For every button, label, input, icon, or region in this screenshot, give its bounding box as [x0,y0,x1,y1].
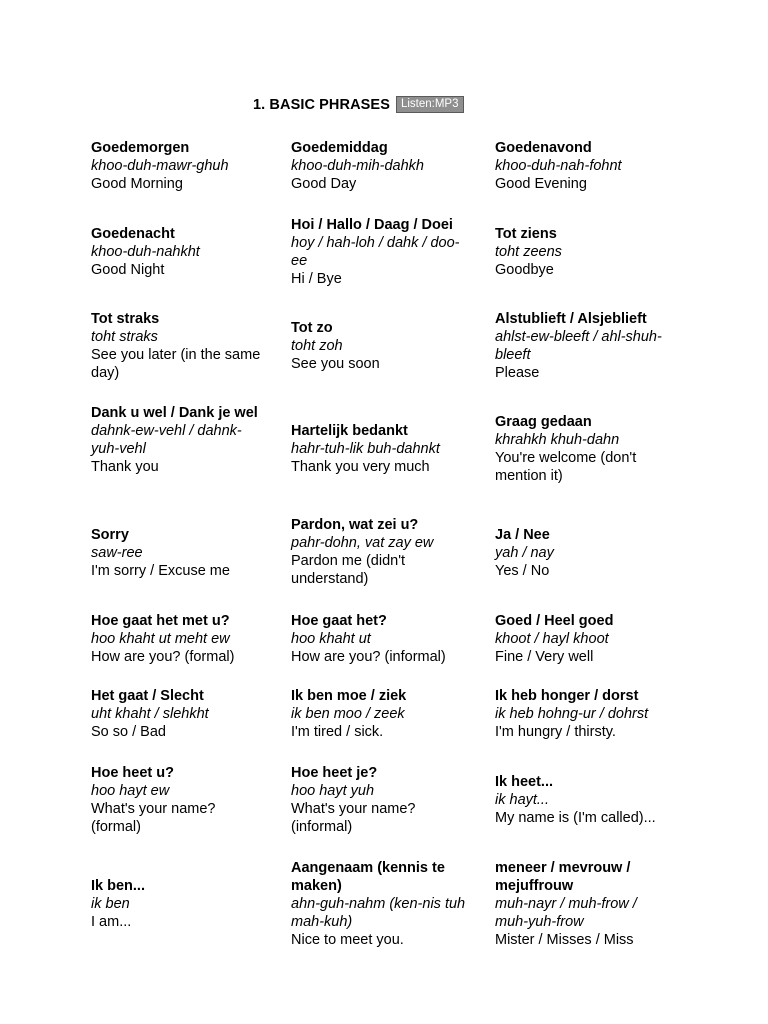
english-translation: How are you? (formal) [91,649,235,665]
english-translation: I am... [91,914,132,930]
pronunciation: khrahkh khuh-dahn [495,432,620,448]
dutch-phrase: Ik heb honger / dorst [495,688,639,704]
pronunciation: hoo hayt ew [91,783,170,799]
phrase-entry [91,877,261,931]
english-translation: How are you? (informal) [291,649,446,665]
pronunciation: khoot / hayl khoot [495,631,609,647]
phrase-entry [291,612,481,666]
english-translation: Good Evening [495,176,587,192]
phrase-entry [495,859,665,949]
phrase-entry [291,859,471,949]
english-translation: Goodbye [495,262,554,278]
dutch-phrase: Tot straks [91,311,160,327]
dutch-phrase: Tot ziens [495,226,557,242]
dutch-phrase: meneer / mevrouw / mejuffrouw [495,860,631,894]
dutch-phrase: Pardon, wat zei u? [291,517,419,533]
dutch-phrase: Het gaat / Slecht [91,688,204,704]
pronunciation: toht zoh [291,338,343,354]
pronunciation: muh-nayr / muh-frow / muh-yuh-frow [495,896,637,930]
dutch-phrase: Hoe gaat het? [291,613,387,629]
pronunciation: ik hayt... [495,792,549,808]
dutch-phrase: Goedenavond [495,140,592,156]
phrase-entry [495,310,680,382]
pronunciation: khoo-duh-mawr-ghuh [91,158,229,174]
dutch-phrase: Goedenacht [91,226,175,242]
pronunciation: ahlst-ew-bleeft / ahl-shuh-bleeft [495,329,662,363]
pronunciation: pahr-dohn, vat zay ew [291,535,434,551]
english-translation: I'm sorry / Excuse me [91,563,230,579]
english-translation: I'm hungry / thirsty. [495,724,616,740]
english-translation: Thank you very much [291,459,430,475]
pronunciation: hahr-tuh-lik buh-dahnkt [291,441,440,457]
english-translation: Good Night [91,262,165,278]
phrase-entry [91,310,261,382]
pronunciation: hoo khaht ut [291,631,371,647]
english-translation: So so / Bad [91,724,166,740]
english-translation: See you soon [291,356,380,372]
english-translation: Mister / Misses / Miss [495,932,634,948]
phrase-entry [291,319,476,373]
dutch-phrase: Hoe heet je? [291,765,378,781]
phrase-entry [91,225,271,279]
english-translation: My name is (I'm called)... [495,810,656,826]
dutch-phrase: Dank u wel / Dank je wel [91,405,258,421]
dutch-phrase: Alstublieft / Alsjeblieft [495,311,647,327]
phrase-entry [91,764,261,836]
dutch-phrase: Tot zo [291,320,333,336]
phrase-entry [495,413,670,485]
phrase-entry [495,526,680,580]
dutch-phrase: Hoi / Hallo / Daag / Doei [291,217,453,233]
pronunciation: ik heb hohng-ur / dohrst [495,706,649,722]
pronunciation: yah / nay [495,545,554,561]
phrase-entry [91,404,261,476]
english-translation: What's your name? (formal) [91,801,216,835]
phrase-entry [291,764,461,836]
dutch-phrase: Goed / Heel goed [495,613,614,629]
english-translation: Fine / Very well [495,649,594,665]
phrase-entry [91,612,281,666]
dutch-phrase: Goedemiddag [291,140,388,156]
phrase-entry [291,139,476,193]
dutch-phrase: Sorry [91,527,129,543]
english-translation: I'm tired / sick. [291,724,384,740]
phrase-entry [291,516,461,588]
pronunciation: khoo-duh-nah-fohnt [495,158,622,174]
pronunciation: hoo hayt yuh [291,783,375,799]
english-translation: Yes / No [495,563,550,579]
phrase-entry [291,687,481,741]
english-translation: Good Day [291,176,357,192]
phrase-entry [91,526,276,580]
dutch-phrase: Aangenaam (kennis te maken) [291,860,445,894]
phrase-entry [91,139,271,193]
dutch-phrase: Ja / Nee [495,527,550,543]
pronunciation: hoo khaht ut meht ew [91,631,230,647]
dutch-phrase: Ik ben... [91,878,145,894]
english-translation: Hi / Bye [291,271,342,287]
english-translation: You're welcome (don't mention it) [495,450,637,484]
dutch-phrase: Hartelijk bedankt [291,423,408,439]
pronunciation: khoo-duh-mih-dahkh [291,158,424,174]
phrase-entry [495,225,680,279]
phrase-entry [495,139,680,193]
english-translation: Nice to meet you. [291,932,404,948]
pronunciation: khoo-duh-nahkht [91,244,200,260]
listen-mp3-button[interactable]: Listen:MP3 [396,96,464,113]
pronunciation: toht straks [91,329,158,345]
dutch-phrase: Ik heet... [495,774,554,790]
phrase-entry [91,687,281,741]
phrase-entry [495,612,680,666]
english-translation: What's your name? (informal) [291,801,416,835]
english-translation: Please [495,365,540,381]
pronunciation: hoy / hah-loh / dahk / doo-ee [291,235,460,269]
dutch-phrase: Hoe heet u? [91,765,174,781]
page-title: 1. BASIC PHRASES [253,96,390,113]
pronunciation: ik ben moo / zeek [291,706,405,722]
phrase-entry [291,216,471,288]
pronunciation: saw-ree [91,545,143,561]
english-translation: Good Morning [91,176,183,192]
english-translation: Thank you [91,459,159,475]
phrase-entry [291,422,481,476]
pronunciation: ahn-guh-nahm (ken-nis tuh mah-kuh) [291,896,466,930]
phrase-entry [495,687,685,741]
english-translation: Pardon me (didn't understand) [291,553,405,587]
pronunciation: ik ben [91,896,130,912]
phrase-entry [495,773,685,827]
dutch-phrase: Ik ben moe / ziek [291,688,407,704]
pronunciation: uht khaht / slehkht [91,706,209,722]
pronunciation: toht zeens [495,244,562,260]
dutch-phrase: Hoe gaat het met u? [91,613,230,629]
pronunciation: dahnk-ew-vehl / dahnk-yuh-vehl [91,423,242,457]
dutch-phrase: Graag gedaan [495,414,592,430]
page-header [253,96,464,113]
dutch-phrase: Goedemorgen [91,140,190,156]
english-translation: See you later (in the same day) [91,347,261,381]
